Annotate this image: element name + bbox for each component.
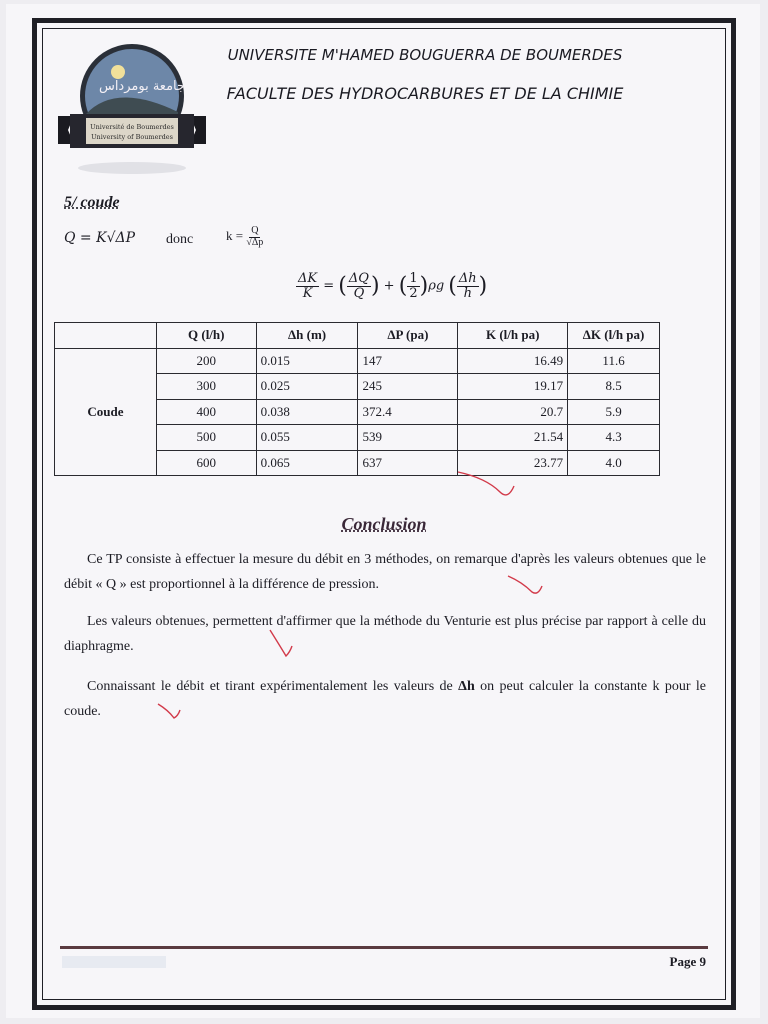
- table-cell: 500: [156, 425, 256, 451]
- table-cell: 0.038: [256, 399, 358, 425]
- table-header-k: K (l/h pa): [458, 323, 568, 349]
- table-cell: 16.49: [458, 348, 568, 374]
- k-label: k =: [226, 227, 244, 243]
- results-table: [54, 322, 660, 476]
- table-cell: 11.6: [568, 348, 660, 374]
- table-cell: 372.4: [358, 399, 458, 425]
- table-header-q: Q (l/h): [156, 323, 256, 349]
- table-cell: 21.54: [458, 425, 568, 451]
- logo-text-fr: Université de Boumerdes: [90, 123, 174, 131]
- error-q-den: Q: [353, 285, 365, 301]
- university-logo: [56, 42, 208, 177]
- table-header-dp: ΔP (pa): [358, 323, 458, 349]
- table-cell: 23.77: [458, 450, 568, 476]
- footer-faint-stamp: [62, 956, 166, 968]
- table-row: [55, 348, 660, 374]
- table-cell: 4.3: [568, 425, 660, 451]
- error-h-term: [457, 272, 479, 300]
- half-term: [407, 272, 419, 300]
- check-mark-icon: [268, 628, 298, 662]
- table-header-row: [55, 323, 660, 349]
- rho-g: ρg: [428, 278, 445, 294]
- page-number: Page 9: [669, 954, 706, 969]
- half-num: 1: [409, 271, 418, 286]
- error-h-den: h: [463, 285, 472, 301]
- table-cell: 637: [358, 450, 458, 476]
- footer-rule: [60, 946, 708, 949]
- table-cell: 245: [358, 374, 458, 400]
- table-cell: 0.015: [256, 348, 358, 374]
- k-fraction: [246, 226, 263, 248]
- check-mark-icon: [456, 466, 520, 502]
- section-title: 5/ coude: [64, 194, 120, 211]
- formula-k: [226, 226, 263, 248]
- table-cell: 400: [156, 399, 256, 425]
- conclusion-paragraph-1: Ce TP consiste à effectuer la mesure du débit en 3 méthodes, on remarque d'après les valeurs obtenues que le débit « Q » est proportionnel à la différence de pression.: [64, 552, 706, 592]
- table-cell: 147: [358, 348, 458, 374]
- table-cell: 0.055: [256, 425, 358, 451]
- conclusion-paragraph-2: Les valeurs obtenues, permettent d'affirmer que la méthode du Venturie est plus précise par rapport à celle du diaphragme.: [64, 614, 706, 654]
- conclusion-title: Conclusion: [341, 514, 427, 534]
- row-label-coude: Coude: [55, 348, 157, 476]
- error-lhs-num: ΔK: [298, 271, 318, 286]
- university-name: UNIVERSITE M'HAMED BOUGUERRA DE BOUMERDES: [227, 46, 623, 64]
- table-cell: 539: [358, 425, 458, 451]
- formula-q: Q = K√ΔP: [64, 230, 136, 246]
- check-mark-icon: [506, 572, 546, 598]
- error-lhs: [296, 272, 319, 300]
- faculty-name: FACULTE DES HYDROCARBURES ET DE LA CHIMIE: [226, 84, 624, 103]
- table-cell: 0.025: [256, 374, 358, 400]
- table-header-dk: ΔK (l/h pa): [568, 323, 660, 349]
- p3-text-a: Connaissant le débit et tirant expérimentalement les valeurs de: [87, 679, 459, 694]
- p3-text-c: on peut calculer la constante k pour le coude.: [64, 679, 706, 719]
- logo-text-en: University of Boumerdes: [91, 133, 173, 141]
- table-cell: 0.065: [256, 450, 358, 476]
- error-h-num: Δh: [458, 271, 477, 286]
- error-lhs-den: K: [302, 285, 313, 301]
- error-q-num: ΔQ: [348, 271, 369, 286]
- table-cell: 8.5: [568, 374, 660, 400]
- table-cell: 300: [156, 374, 256, 400]
- table-cell: 4.0: [568, 450, 660, 476]
- logo-arabic-text: جامعة بومرداس: [98, 79, 186, 94]
- table-cell: 600: [156, 450, 256, 476]
- table-header-dh: Δh (m): [256, 323, 358, 349]
- check-mark-icon: [156, 700, 186, 724]
- table-cell: 5.9: [568, 399, 660, 425]
- k-denominator: √Δp: [246, 236, 264, 248]
- p3-delta-h: Δh: [458, 679, 475, 694]
- error-formula: $\frac{\Delta K}{K}$ = ( $\frac{\Delta Q}{Q}$ ) + ( $\frac{1}{2}$ )ρg ( $\frac{\Delta h}{h}$ ): [298, 271, 488, 301]
- table-cell: 19.17: [458, 374, 568, 400]
- table-cell: 20.7: [458, 399, 568, 425]
- table-cell: 200: [156, 348, 256, 374]
- donc-text: donc: [166, 232, 194, 247]
- table-header-blank: [55, 323, 157, 349]
- k-numerator: Q: [251, 225, 259, 236]
- half-den: 2: [409, 285, 418, 301]
- error-q-term: [347, 272, 371, 300]
